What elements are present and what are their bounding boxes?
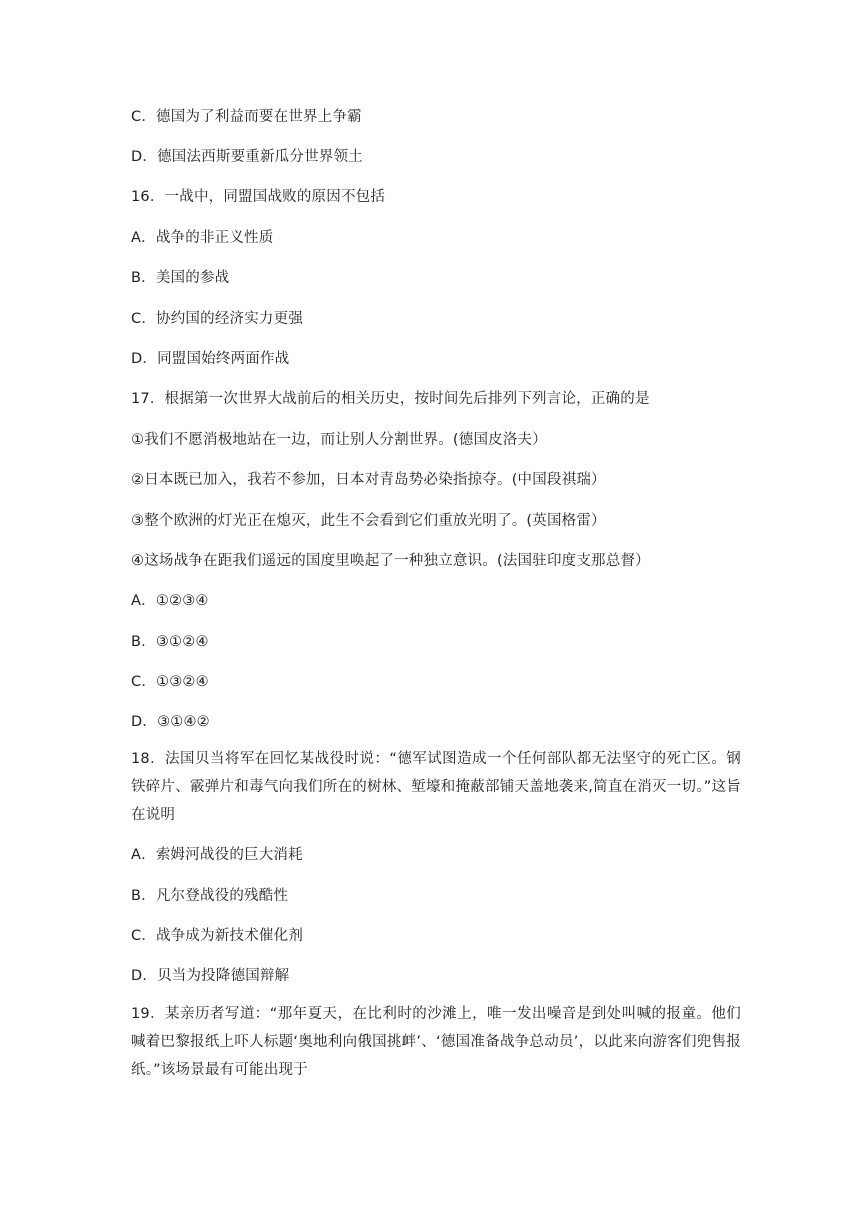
q18-option-d: D．贝当为投降德国辩解: [131, 968, 290, 984]
q17-quote-1: ①我们不愿消极地站在一边，而让别人分割世界。(德国皮洛夫）: [131, 432, 547, 448]
q18-stem: 18．法国贝当将军在回忆某战役时说：“德军试图造成一个任何部队都无法坚守的死亡区。钢铁碎片、霰弹片和毒气向我们所在的树林、堑壕和掩蔽部铺天盖地袭来,简直在消灭一切。”这旨在说明: [131, 751, 741, 823]
q17-option-c: C．①③②④: [131, 674, 209, 690]
q15-option-d: D．德国法西斯要重新瓜分世界领土: [131, 149, 363, 165]
q18-option-b: B．凡尔登战役的残酷性: [131, 888, 289, 904]
q16-option-b: B．美国的参战: [131, 270, 230, 286]
q17-quote-4: ④这场战争在距我们遥远的国度里唤起了一种独立意识。(法国驻印度支那总督）: [131, 553, 650, 569]
q17-stem: 17．根据第一次世界大战前后的相关历史，按时间先后排列下列言论，正确的是: [131, 391, 650, 407]
q19-stem: 19．某亲历者写道：“那年夏天，在比利时的沙滩上，唯一发出噪音是到处叫喊的报童。他们喊着巴黎报纸上吓人标题‘奥地利向俄国挑衅’、‘德国准备战争总动员’，以此来向游客们兜售报纸。”该场景最有可能出现于: [131, 1006, 741, 1078]
q17-option-d: D．③①④②: [131, 714, 210, 730]
q17-quote-2: ②日本既已加入，我若不参加，日本对青岛势必染指掠夺。(中国段祺瑞）: [131, 472, 606, 488]
q16-option-c: C．协约国的经济实力更强: [131, 311, 304, 327]
q17-option-a: A．①②③④: [131, 593, 209, 609]
q17-option-b: B．③①②④: [131, 634, 209, 650]
q15-option-c: C．德国为了利益而要在世界上争霸: [131, 109, 362, 125]
q18-option-c: C．战争成为新技术催化剂: [131, 928, 304, 944]
q17-quote-3: ③整个欧洲的灯光正在熄灭，此生不会看到它们重放光明了。(英国格雷）: [131, 513, 606, 529]
q16-stem: 16．一战中，同盟国战败的原因不包括: [131, 189, 386, 205]
q18-option-a: A．索姆河战役的巨大消耗: [131, 847, 303, 863]
q16-option-a: A．战争的非正义性质: [131, 230, 274, 246]
q16-option-d: D．同盟国始终两面作战: [131, 351, 290, 367]
